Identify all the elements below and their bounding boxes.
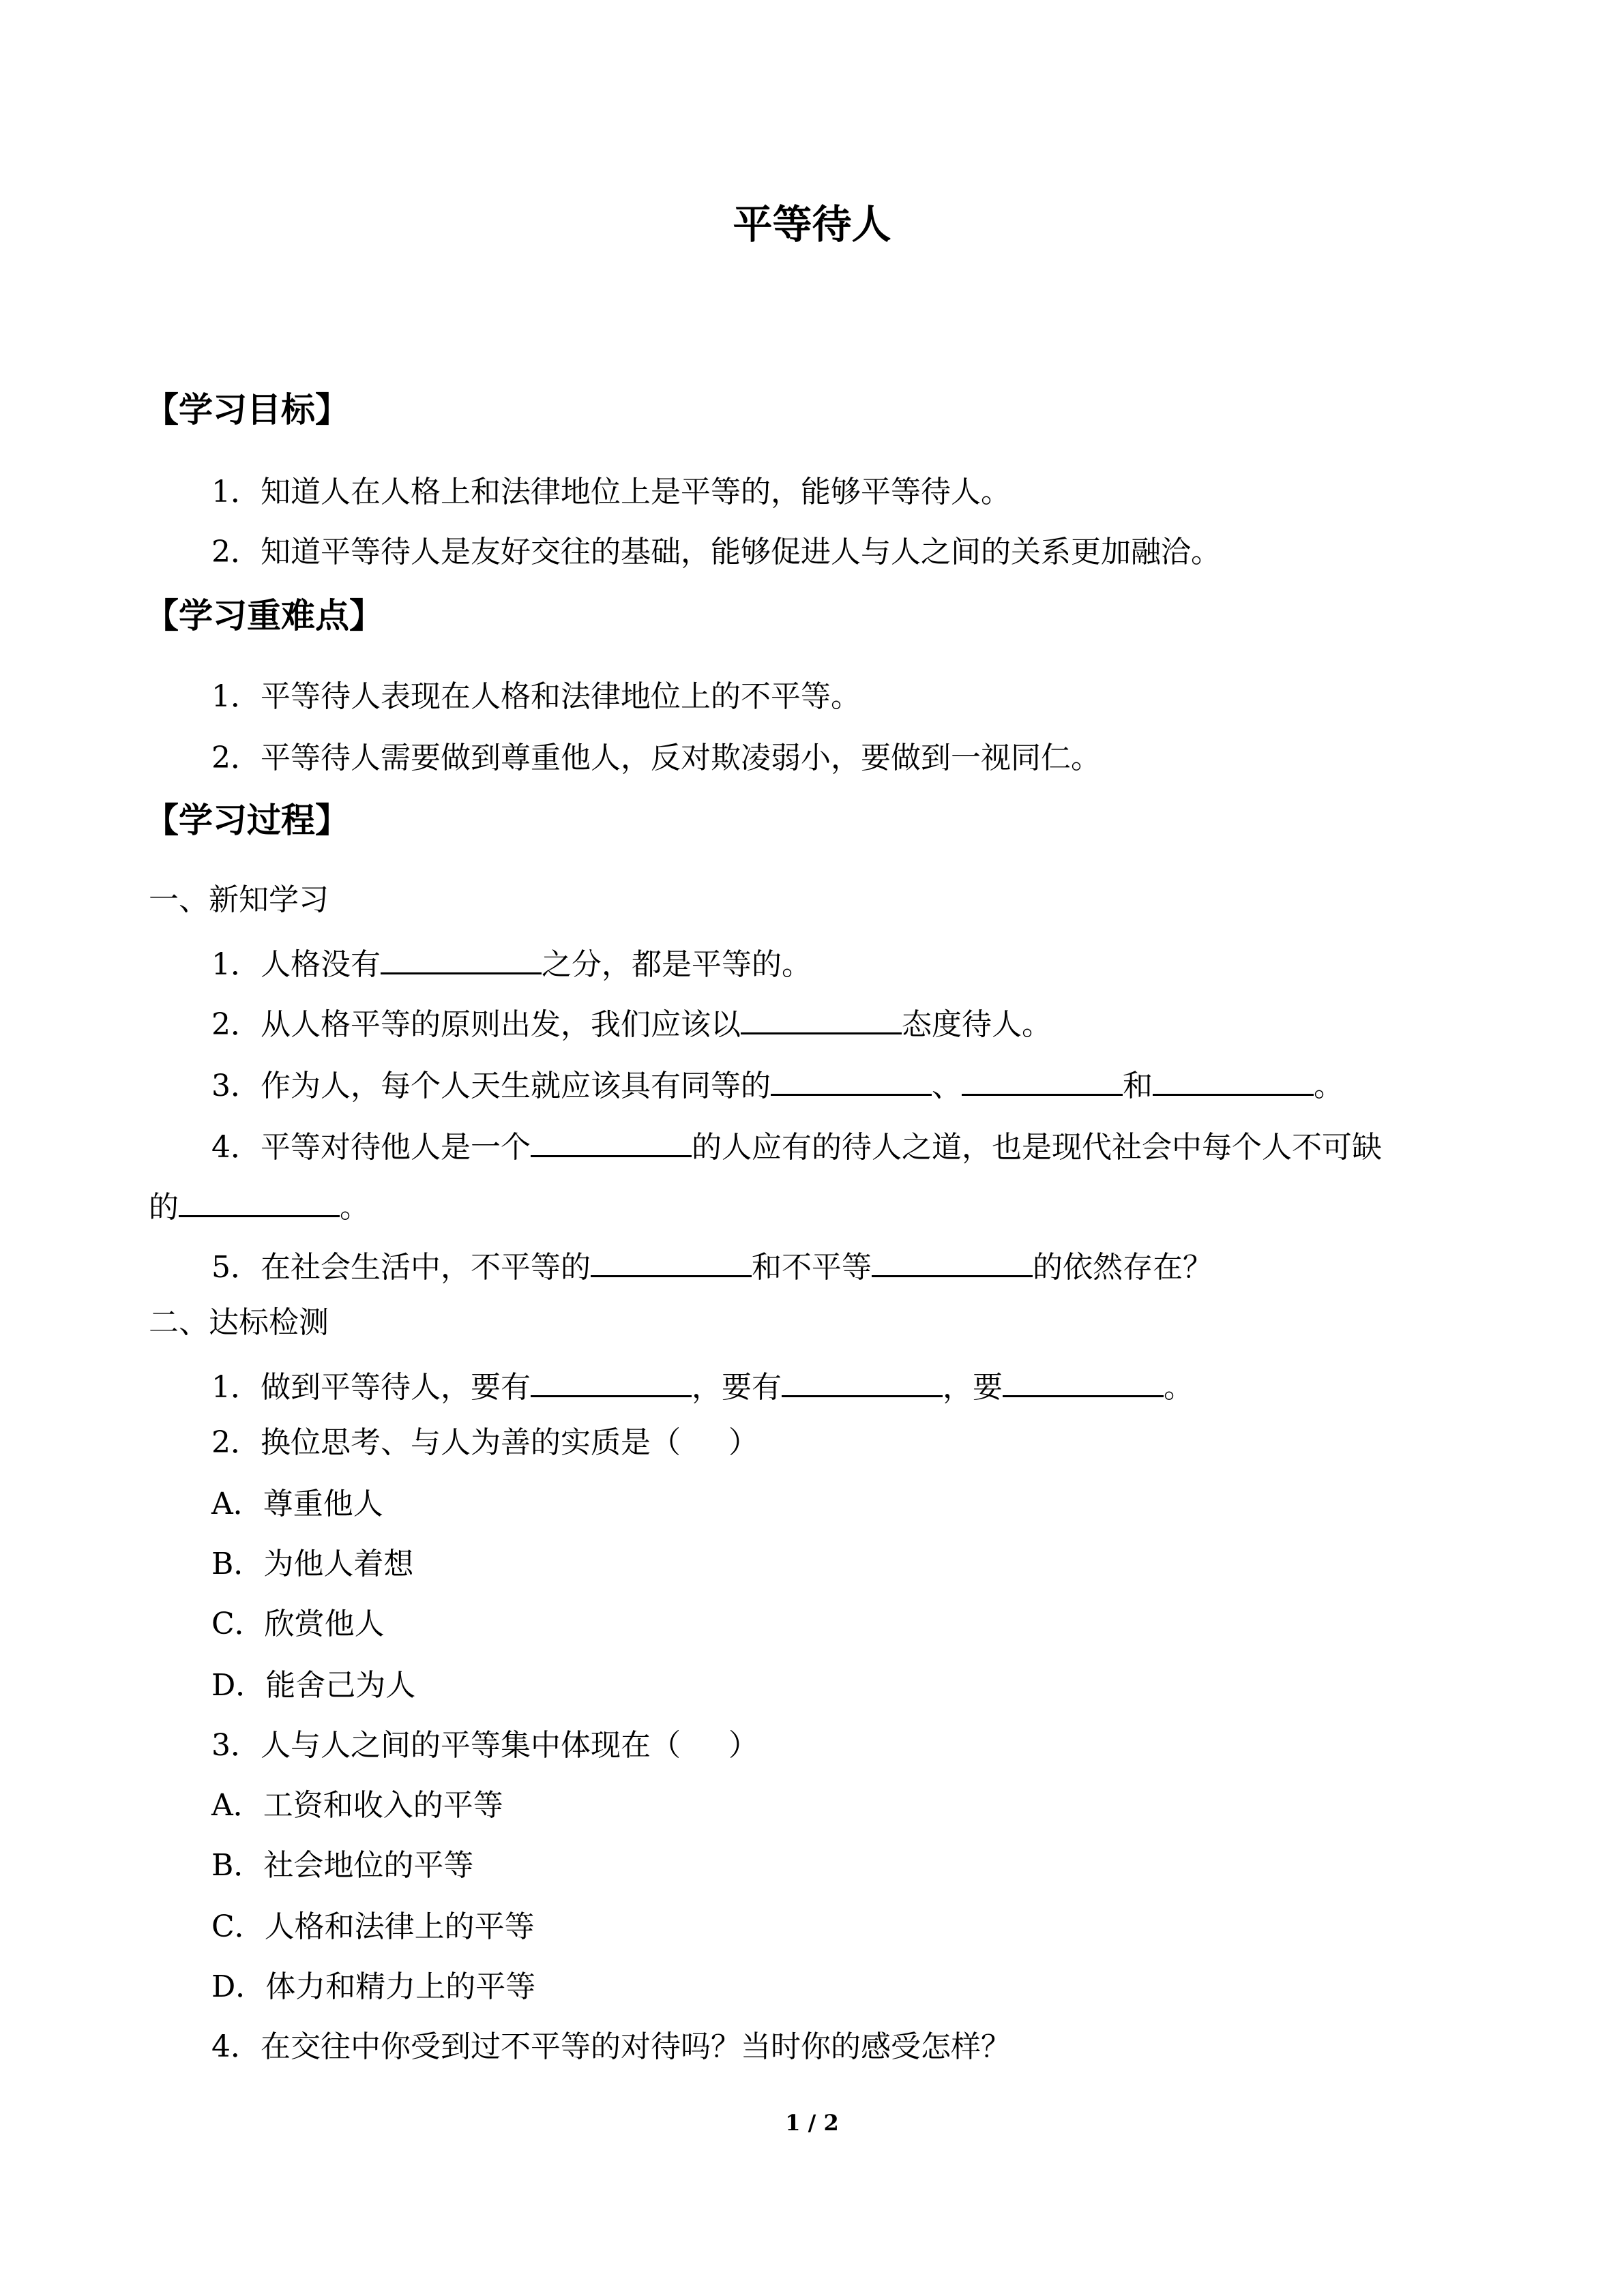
question-2-option-a[interactable]: A．尊重他人 [211,1487,383,1521]
page-title: 平等待人 [733,201,891,248]
answer-blank[interactable] [179,1188,340,1217]
section-label-assessment: 二、达标检测 [149,1305,329,1340]
answer-blank[interactable] [782,1368,943,1397]
answer-blank[interactable] [531,1368,692,1397]
key-point-item-1: 1．平等待人表现在人格和法律地位上的不平等。 [211,679,861,714]
fill-question-5: 5．在社会生活中，不平等的 和不平等 的依然存在？ [211,1248,1213,1283]
question-3-option-d[interactable]: D．体力和精力上的平等 [211,1969,536,2004]
question-2-option-b[interactable]: B．为他人着想 [211,1547,414,1581]
key-point-item-2: 2．平等待人需要做到尊重他人，反对欺凌弱小，要做到一视同仁。 [211,741,1101,775]
fill-question-2: 2．从人格平等的原则出发，我们应该以 态度待人。 [211,1005,1052,1040]
question-3-option-a[interactable]: A．工资和收入的平等 [211,1788,503,1823]
question-2-option-d[interactable]: D．能舍己为人 [211,1668,416,1703]
heading-key-points: 【学习重难点】 [145,595,383,636]
question-3-option-b[interactable]: B．社会地位的平等 [211,1848,474,1883]
answer-blank[interactable] [872,1248,1033,1277]
section-label-new-knowledge: 一、新知学习 [149,882,329,917]
heading-learning-process: 【学习过程】 [145,800,349,840]
goal-item-1: 1．知道人在人格上和法律地位上是平等的，能够平等待人。 [211,475,1011,509]
goal-item-2: 2．知道平等待人是友好交往的基础，能够促进人与人之间的关系更加融洽。 [211,535,1221,569]
assessment-question-2: 2．换位思考、与人为善的实质是（ ） [211,1425,758,1460]
answer-blank[interactable] [531,1128,692,1157]
answer-blank[interactable] [1153,1067,1314,1096]
fill-question-4: 4．平等对待他人是一个 的人应有的待人之道，也是现代社会中每个人不可缺 [211,1128,1382,1163]
answer-blank[interactable] [771,1067,932,1096]
answer-blank[interactable] [962,1067,1123,1096]
fill-question-1: 1．人格没有 之分，都是平等的。 [211,945,812,980]
assessment-question-1: 1．做到平等待人，要有 ，要有 ，要 。 [211,1368,1194,1403]
heading-learning-goals: 【学习目标】 [145,389,349,430]
answer-blank[interactable] [1003,1368,1164,1397]
fill-question-4-continued: 的 。 [149,1188,370,1223]
assessment-question-3: 3．人与人之间的平等集中体现在（ ） [211,1728,758,1763]
assessment-question-4: 4．在交往中你受到过不平等的对待吗？当时你的感受怎样？ [211,2029,1011,2064]
answer-blank[interactable] [741,1005,902,1034]
fill-question-3: 3．作为人，每个人天生就应该具有同等的 、 和 。 [211,1067,1344,1101]
answer-blank[interactable] [591,1248,752,1277]
answer-blank[interactable] [381,945,542,974]
question-2-option-c[interactable]: C．欣赏他人 [211,1607,385,1641]
page-number: 1 / 2 [785,2110,839,2136]
question-3-option-c[interactable]: C．人格和法律上的平等 [211,1909,535,1944]
